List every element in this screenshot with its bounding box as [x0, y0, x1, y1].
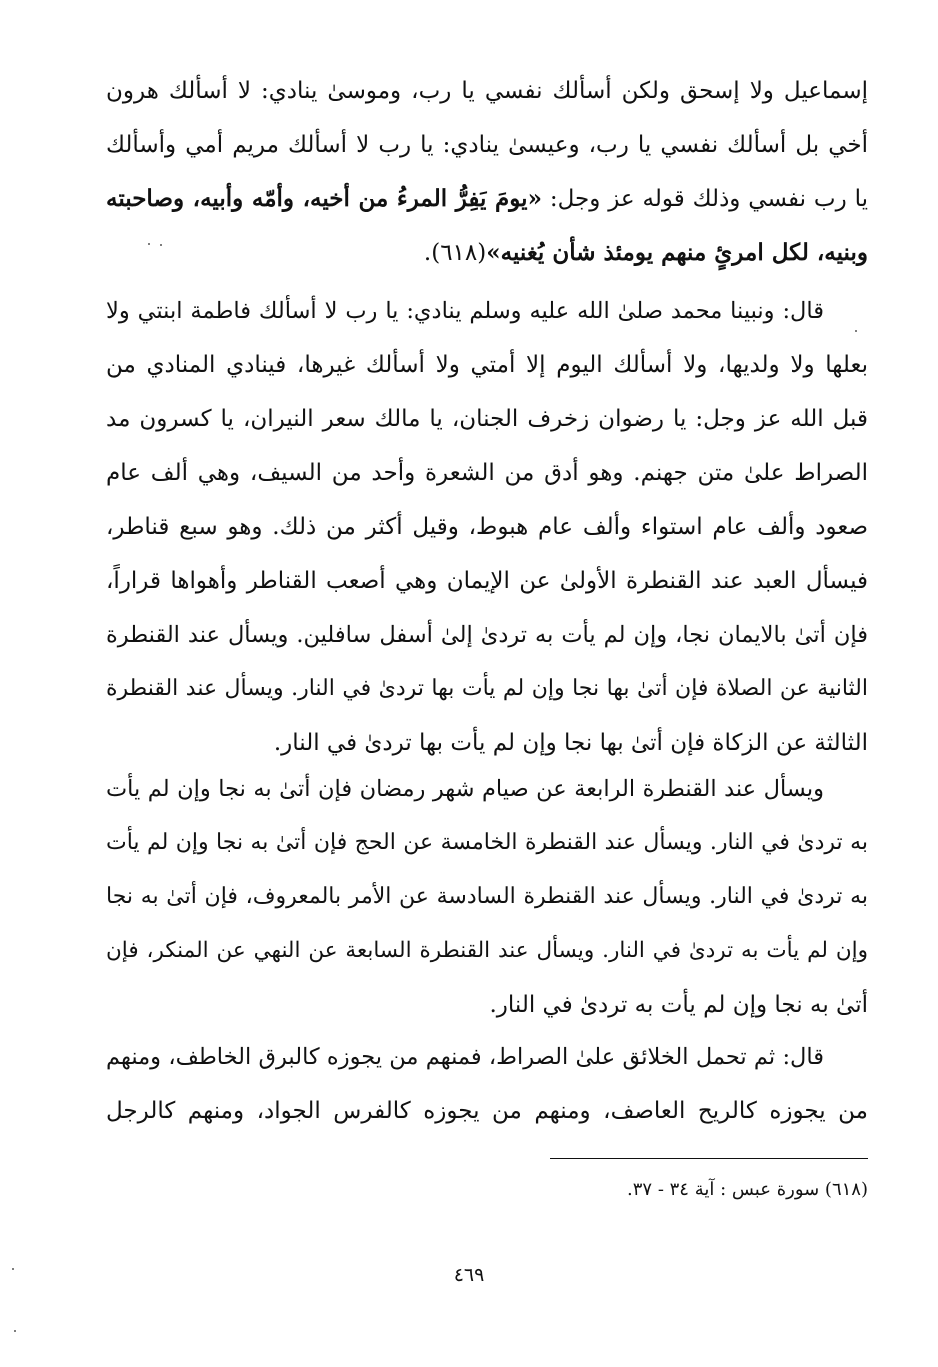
footnote-separator [550, 1158, 868, 1159]
footnote: (٦١٨) سورة عبس : آية ٣٤ - ٣٧. [627, 1179, 868, 1200]
text-line: صعود وألف عام استواء وألف عام هبوط، وقيل أكثر من ذلك. وهو سبع قناطر، [106, 514, 868, 540]
paragraph-2 [106, 284, 868, 770]
page-number: ٤٦٩ [453, 1264, 485, 1286]
footnote-reference: (٦١٨). [423, 240, 487, 266]
text-line: وإن لم يأت به تردىٰ في النار. ويسأل عند القنطرة السابعة عن النهي عن المنكر، فإن [106, 938, 868, 963]
text-line: من يجوزه كالريح العاصف، ومنهم من يجوزه كالفرس الجواد، ومنهم كالرجل [106, 1098, 868, 1124]
text-line: فإن أتىٰ بالايمان نجا، وإن لم يأت به تردىٰ إلىٰ أسفل سافلين. ويسأل عند القنطرة [106, 622, 868, 648]
text-line: به تردىٰ في النار. ويسأل عند القنطرة الخامسة عن الحج فإن أتىٰ به نجا وإن لم يأت [106, 830, 868, 855]
text-line [106, 226, 868, 280]
scan-speck [855, 330, 857, 332]
text-line: أتىٰ به نجا وإن لم يأت به تردىٰ في النار. [489, 992, 868, 1018]
text-line: قبل الله عز وجل: يا رضوان زخرف الجنان، يا مالك سعر النيران، يا كسرون مد [106, 406, 868, 432]
text-line [106, 172, 868, 226]
text-line: فيسأل العبد عند القنطرة الأولىٰ عن الإيمان وهي أصعب القناطر وأهواها قراراً، [106, 568, 868, 594]
text-line-prefix: يا رب نفسي وذلك قوله عز وجل: [541, 186, 868, 212]
text-line: الصراط علىٰ متن جهنم. وهو أدق من الشعرة وأحد من السيف، وهي ألف عام [106, 460, 868, 486]
text-line: قال: ونبينا محمد صلىٰ الله عليه وسلم ينادي: يا رب لا أسألك فاطمة ابنتي ولا [106, 298, 824, 324]
text-line: الثانية عن الصلاة فإن أتىٰ بها نجا وإن لم يأت بها تردىٰ في النار. ويسأل عند القنطرة [106, 676, 868, 701]
quran-quote: وبنيه، لكل امرئٍ منهم يومئذ شأن يُغنيه» [486, 239, 868, 266]
text-line: قال: ثم تحمل الخلائق علىٰ الصراط، فمنهم من يجوزه كالبرق الخاطف، ومنهم [106, 1044, 824, 1070]
text-line: ويسأل عند القنطرة الرابعة عن صيام شهر رمضان فإن أتىٰ به نجا وإن لم يأت [106, 776, 824, 802]
scan-speck [148, 243, 150, 245]
text-line: الثالثة عن الزكاة فإن أتىٰ بها نجا وإن لم يأت بها تردىٰ في النار. [273, 730, 868, 756]
text-line: به تردىٰ في النار. ويسأل عند القنطرة السادسة عن الأمر بالمعروف، فإن أتىٰ به نجا [106, 884, 868, 909]
text-line: أخي بل أسألك نفسي يا رب، وعيسىٰ ينادي: يا رب لا أسألك مريم أمي وأسألك [106, 132, 868, 158]
text-line: بعلها ولا ولديها، ولا أسألك اليوم إلا أمتي ولا أسألك غيرها، فينادي المنادي من [106, 352, 868, 378]
quran-quote: «يومَ يَفِرُّ المرءُ من أخيه، وأمّه وأبيه، وصاحبته [106, 185, 542, 212]
text-line: إسماعيل ولا إسحق ولكن أسألك نفسي يا رب، وموسىٰ ينادي: لا أسألك هرون [106, 78, 868, 104]
scan-speck [12, 1268, 14, 1270]
paragraph-1 [106, 64, 868, 280]
paragraph-3 [106, 762, 868, 1032]
scan-speck [160, 244, 162, 246]
paragraph-4 [106, 1030, 868, 1138]
scan-speck [14, 1330, 16, 1332]
